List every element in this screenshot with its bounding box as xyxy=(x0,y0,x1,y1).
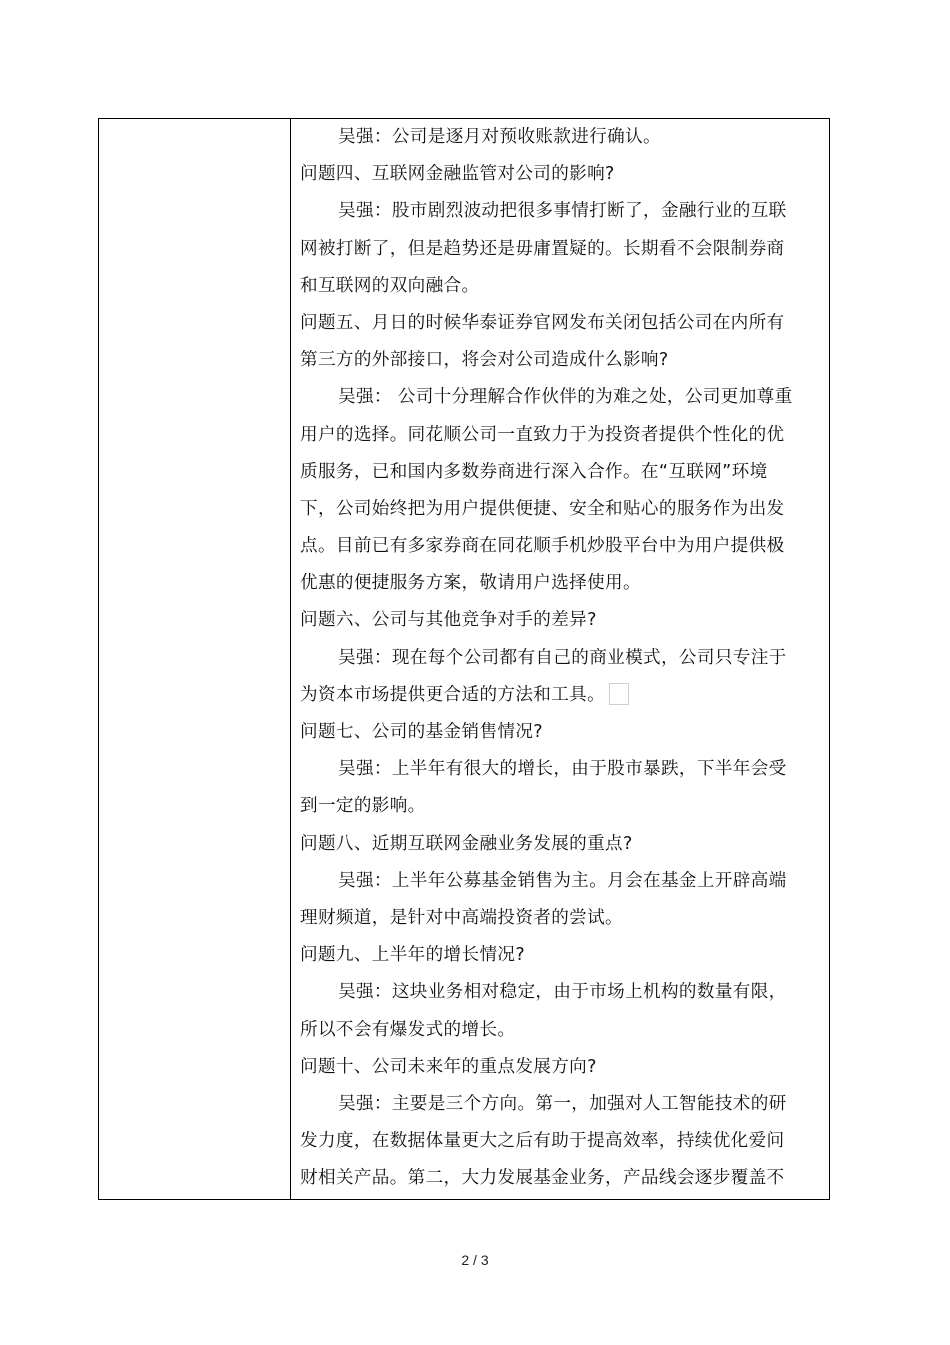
text-line-content: 问题七、公司的基金销售情况? xyxy=(300,722,543,742)
text-line xyxy=(300,491,798,528)
page-number: 2 / 3 xyxy=(461,1252,489,1268)
text-line xyxy=(300,268,798,305)
text-line xyxy=(300,677,798,714)
text-line xyxy=(300,714,798,751)
text-line xyxy=(300,1160,798,1197)
text-line-content: 问题四、互联网金融监管对公司的影响? xyxy=(300,164,615,185)
text-line-content: 所以不会有爆发式的增长。 xyxy=(300,1019,516,1040)
text-line-content: 吴强：主要是三个方向。第一，加强对人工智能技术的研 xyxy=(338,1093,787,1114)
text-line-content: 点。目前已有多家券商在同花顺手机炒股平台中为用户提供极 xyxy=(300,536,785,557)
text-line-content: 第三方的外部接口，将会对公司造成什么影响? xyxy=(300,350,669,371)
table-content-cell xyxy=(300,119,798,1199)
text-line xyxy=(300,379,798,416)
text-line-content: 下，公司始终把为用户提供便捷、安全和贴心的服务作为出发 xyxy=(300,498,785,519)
text-cursor-box xyxy=(609,683,629,705)
text-line xyxy=(300,231,798,268)
text-line xyxy=(300,937,798,974)
text-line xyxy=(300,417,798,454)
text-line-content: 问题九、上半年的增长情况? xyxy=(300,945,526,966)
text-line xyxy=(300,1012,798,1049)
text-line-content: 到一定的影响。 xyxy=(300,796,426,817)
text-line xyxy=(300,305,798,342)
text-line-content: 吴强：公司是逐月对预收账款进行确认。 xyxy=(338,127,661,147)
text-line xyxy=(300,640,798,677)
text-line xyxy=(300,342,798,379)
text-line-content: 发力度，在数据体量更大之后有助于提高效率，持续优化爱问 xyxy=(300,1131,785,1152)
text-line xyxy=(300,156,798,193)
text-line xyxy=(300,602,798,639)
text-line-content: 网被打断了，但是趋势还是毋庸置疑的。长期看不会限制券商 xyxy=(300,238,785,259)
text-line xyxy=(300,751,798,788)
text-line-content: 质服务，已和国内多数券商进行深入合作。在“互联网”环境 xyxy=(300,461,768,482)
table-left-cell xyxy=(99,119,291,1199)
text-line-content: 问题五、月日的时候华泰证券官网发布关闭包括公司在内所有 xyxy=(300,312,785,333)
text-line-content: 理财频道，是针对中高端投资者的尝试。 xyxy=(300,907,623,928)
text-line-content: 用户的选择。同花顺公司一直致力于为投资者提供个性化的优 xyxy=(300,424,785,445)
text-line xyxy=(300,1049,798,1086)
text-line xyxy=(300,788,798,825)
text-line xyxy=(300,454,798,491)
text-line-content: 优惠的便捷服务方案，敬请用户选择使用。 xyxy=(300,573,641,594)
text-line xyxy=(300,974,798,1011)
text-line xyxy=(300,193,798,230)
text-line xyxy=(300,565,798,602)
text-line-content: 吴强： 公司十分理解合作伙伴的为难之处，公司更加尊重 xyxy=(338,387,793,408)
text-line-content: 吴强：上半年有很大的增长，由于股市暴跌，下半年会受 xyxy=(338,759,787,780)
text-line-content: 吴强：上半年公募基金销售为主。月会在基金上开辟高端 xyxy=(338,870,787,891)
text-line xyxy=(300,900,798,937)
text-line-content: 吴强：现在每个公司都有自己的商业模式，公司只专注于 xyxy=(338,647,787,668)
text-line-content: 问题六、公司与其他竞争对手的差异? xyxy=(300,610,597,631)
text-line xyxy=(300,119,798,156)
text-line xyxy=(300,1086,798,1123)
document-table xyxy=(98,118,830,1200)
text-line-content: 吴强：股市剧烈波动把很多事情打断了，金融行业的互联 xyxy=(338,201,787,222)
text-line-content: 问题十、公司未来年的重点发展方向? xyxy=(300,1056,597,1077)
text-line-content: 和互联网的双向融合。 xyxy=(300,275,480,296)
text-line xyxy=(300,863,798,900)
text-line-content: 问题八、近期互联网金融业务发展的重点? xyxy=(300,833,633,854)
text-line xyxy=(300,826,798,863)
text-line xyxy=(300,528,798,565)
text-line-content: 财相关产品。第二，大力发展基金业务，产品线会逐步覆盖不 xyxy=(300,1168,785,1189)
text-line-content: 为资本市场提供更合适的方法和工具。 xyxy=(300,684,606,705)
text-line xyxy=(300,1123,798,1160)
text-line-content: 吴强：这块业务相对稳定，由于市场上机构的数量有限， xyxy=(338,982,787,1003)
